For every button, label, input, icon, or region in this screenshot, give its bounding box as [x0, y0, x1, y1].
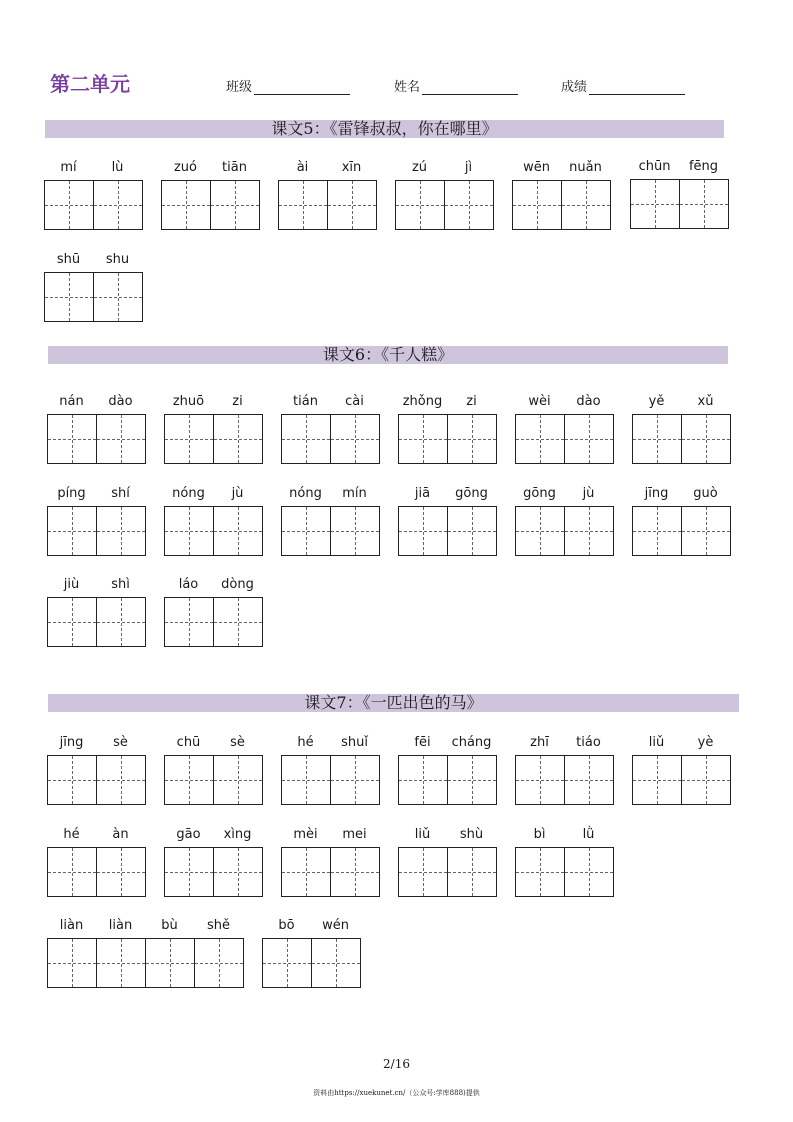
writing-cell[interactable]: [145, 939, 194, 987]
pinyin-row: [47, 916, 244, 936]
pinyin-row: [47, 733, 146, 753]
writing-cell[interactable]: [96, 507, 145, 555]
pinyin-row: [630, 157, 729, 177]
writing-cell[interactable]: [681, 507, 730, 555]
tianzige-grid: [515, 414, 614, 464]
writing-cell[interactable]: [210, 181, 259, 229]
footer-credit: 资料由https://xuekunet.cn/（公众号:学库888)提供: [313, 1089, 480, 1097]
word-item: [164, 733, 263, 805]
pinyin-syllable: nóng: [289, 486, 322, 501]
writing-cell[interactable]: [282, 756, 330, 804]
pinyin-row: [164, 392, 263, 412]
word-item: [164, 484, 263, 556]
writing-cell[interactable]: [681, 415, 730, 463]
writing-cell[interactable]: [564, 507, 613, 555]
pinyin-syllable: àn: [112, 827, 129, 842]
pinyin-syllable: chūn: [638, 159, 671, 174]
tianzige-grid: [398, 506, 497, 556]
word-item: [47, 484, 146, 556]
pinyin-syllable: shu: [105, 252, 130, 267]
pinyin-row: [398, 733, 497, 753]
pinyin-syllable: xīn: [341, 160, 362, 175]
pinyin-row: [47, 392, 146, 412]
writing-cell[interactable]: [633, 507, 681, 555]
word-item: [47, 825, 146, 897]
pinyin-row: [164, 575, 263, 595]
writing-cell[interactable]: [96, 848, 145, 896]
pinyin-syllable: shuǐ: [341, 735, 368, 750]
word-item: [262, 916, 361, 988]
word-item: [398, 825, 497, 897]
pinyin-syllable: jiù: [63, 577, 80, 592]
pinyin-syllable: yè: [697, 735, 714, 750]
pinyin-row: [632, 484, 731, 504]
writing-cell[interactable]: [633, 756, 681, 804]
writing-cell[interactable]: [165, 507, 213, 555]
pinyin-syllable: cháng: [451, 735, 492, 750]
pinyin-row: [281, 392, 380, 412]
pinyin-syllable: nóng: [172, 486, 205, 501]
writing-cell[interactable]: [48, 848, 96, 896]
word-item: [281, 825, 380, 897]
word-item: [398, 733, 497, 805]
writing-cell[interactable]: [330, 848, 379, 896]
pinyin-row: [632, 733, 731, 753]
pinyin-syllable: wēn: [523, 160, 550, 175]
pinyin-syllable: dòng: [221, 577, 254, 592]
pinyin-syllable: shū: [56, 252, 81, 267]
word-item: [398, 392, 497, 464]
lesson-6-title: 课文6：《千人糕》: [48, 346, 728, 364]
writing-cell[interactable]: [564, 415, 613, 463]
word-item: [281, 392, 380, 464]
pinyin-row: [47, 484, 146, 504]
pinyin-syllable: liǔ: [648, 735, 665, 750]
tianzige-grid: [47, 755, 146, 805]
tianzige-grid: [512, 180, 611, 230]
score-label: 成绩: [561, 80, 588, 95]
word-item: [47, 575, 146, 647]
tianzige-grid: [278, 180, 377, 230]
writing-cell[interactable]: [48, 415, 96, 463]
pinyin-syllable: dào: [576, 394, 601, 409]
writing-cell[interactable]: [263, 939, 311, 987]
pinyin-syllable: zi: [466, 394, 477, 409]
writing-cell[interactable]: [213, 598, 262, 646]
writing-cell[interactable]: [516, 756, 564, 804]
tianzige-grid: [164, 847, 263, 897]
pinyin-row: [515, 733, 614, 753]
writing-cell[interactable]: [93, 181, 142, 229]
pinyin-syllable: xǔ: [697, 394, 714, 409]
writing-cell[interactable]: [282, 415, 330, 463]
pinyin-syllable: fēng: [688, 159, 719, 174]
writing-cell[interactable]: [45, 273, 93, 321]
writing-cell[interactable]: [96, 756, 145, 804]
tianzige-grid: [44, 180, 143, 230]
tianzige-grid: [161, 180, 260, 230]
word-item: [632, 733, 731, 805]
pinyin-syllable: hé: [297, 735, 314, 750]
writing-cell[interactable]: [633, 415, 681, 463]
pinyin-syllable: láo: [178, 577, 199, 592]
pinyin-syllable: bì: [533, 827, 546, 842]
writing-cell[interactable]: [396, 181, 444, 229]
pinyin-syllable: bù: [161, 918, 178, 933]
pinyin-row: [281, 484, 380, 504]
pinyin-syllable: liǔ: [414, 827, 431, 842]
writing-cell[interactable]: [213, 507, 262, 555]
word-item: [164, 575, 263, 647]
pinyin-syllable: zuó: [173, 160, 198, 175]
writing-cell[interactable]: [194, 939, 243, 987]
word-item: [632, 392, 731, 464]
word-item: [512, 158, 611, 230]
writing-cell[interactable]: [513, 181, 561, 229]
writing-cell[interactable]: [93, 273, 142, 321]
pinyin-row: [281, 733, 380, 753]
writing-cell[interactable]: [96, 598, 145, 646]
pinyin-syllable: hé: [63, 827, 80, 842]
pinyin-syllable: liàn: [59, 918, 84, 933]
pinyin-syllable: xìng: [223, 827, 252, 842]
tianzige-grid: [44, 272, 143, 322]
pinyin-row: [512, 158, 611, 178]
writing-cell[interactable]: [516, 507, 564, 555]
tianzige-grid: [398, 755, 497, 805]
tianzige-grid: [164, 597, 263, 647]
writing-cell[interactable]: [447, 507, 496, 555]
tianzige-grid: [164, 755, 263, 805]
writing-cell[interactable]: [516, 415, 564, 463]
pinyin-syllable: mèi: [293, 827, 318, 842]
lesson-5-title: 课文5：《雷锋叔叔，你在哪里》: [45, 120, 724, 138]
pinyin-syllable: mín: [342, 486, 367, 501]
pinyin-syllable: zi: [232, 394, 243, 409]
writing-cell[interactable]: [45, 181, 93, 229]
writing-cell[interactable]: [279, 181, 327, 229]
pinyin-row: [281, 825, 380, 845]
writing-cell[interactable]: [447, 756, 496, 804]
word-item: [161, 158, 260, 230]
writing-cell[interactable]: [561, 181, 610, 229]
writing-cell[interactable]: [282, 507, 330, 555]
pinyin-syllable: shù: [459, 827, 484, 842]
writing-cell[interactable]: [48, 598, 96, 646]
word-item: [47, 733, 146, 805]
pinyin-row: [164, 825, 263, 845]
writing-cell[interactable]: [165, 415, 213, 463]
word-item: [515, 733, 614, 805]
word-item: [515, 825, 614, 897]
pinyin-row: [278, 158, 377, 178]
writing-cell[interactable]: [213, 756, 262, 804]
name-field: [394, 76, 518, 95]
pinyin-syllable: guò: [693, 486, 718, 501]
writing-cell[interactable]: [330, 507, 379, 555]
pinyin-syllable: mei: [342, 827, 367, 842]
pinyin-row: [632, 392, 731, 412]
writing-cell[interactable]: [681, 756, 730, 804]
pinyin-syllable: liàn: [108, 918, 133, 933]
pinyin-row: [395, 158, 494, 178]
tianzige-grid: [515, 755, 614, 805]
writing-cell[interactable]: [327, 181, 376, 229]
pinyin-syllable: chū: [176, 735, 201, 750]
pinyin-syllable: jiā: [414, 486, 431, 501]
tianzige-grid: [398, 414, 497, 464]
pinyin-syllable: shě: [206, 918, 230, 933]
pinyin-syllable: zhī: [530, 735, 549, 750]
writing-cell[interactable]: [631, 180, 679, 228]
pinyin-row: [164, 733, 263, 753]
pinyin-syllable: píng: [57, 486, 86, 501]
pinyin-row: [515, 484, 614, 504]
name-blank[interactable]: [422, 80, 518, 95]
tianzige-grid: [281, 414, 380, 464]
class-blank[interactable]: [254, 80, 350, 95]
name-label: 姓名: [394, 80, 421, 95]
pinyin-row: [47, 575, 146, 595]
pinyin-syllable: nuǎn: [569, 160, 602, 175]
word-item: [395, 158, 494, 230]
word-item: [515, 392, 614, 464]
word-item: [47, 916, 244, 988]
pinyin-row: [398, 484, 497, 504]
writing-cell[interactable]: [48, 507, 96, 555]
writing-cell[interactable]: [447, 415, 496, 463]
pinyin-syllable: jù: [231, 486, 244, 501]
writing-cell[interactable]: [311, 939, 360, 987]
pinyin-syllable: gāo: [176, 827, 201, 842]
score-field: [561, 76, 685, 95]
tianzige-grid: [281, 506, 380, 556]
writing-cell[interactable]: [444, 181, 493, 229]
pinyin-syllable: fēi: [414, 735, 431, 750]
writing-cell[interactable]: [399, 848, 447, 896]
writing-cell[interactable]: [564, 848, 613, 896]
writing-cell[interactable]: [48, 939, 96, 987]
tianzige-grid: [281, 847, 380, 897]
pinyin-syllable: bō: [278, 918, 295, 933]
pinyin-syllable: gōng: [523, 486, 556, 501]
tianzige-grid: [47, 938, 244, 988]
word-item: [281, 484, 380, 556]
writing-cell[interactable]: [165, 848, 213, 896]
pinyin-row: [44, 158, 143, 178]
pinyin-syllable: zhuō: [172, 394, 205, 409]
word-item: [630, 157, 729, 229]
tianzige-grid: [515, 847, 614, 897]
class-field: [226, 76, 350, 95]
word-item: [164, 392, 263, 464]
writing-cell[interactable]: [48, 756, 96, 804]
tianzige-grid: [262, 938, 361, 988]
writing-cell[interactable]: [162, 181, 210, 229]
pinyin-syllable: cài: [345, 394, 364, 409]
pinyin-row: [398, 392, 497, 412]
score-blank[interactable]: [589, 80, 685, 95]
class-label: 班级: [226, 80, 253, 95]
pinyin-syllable: wén: [322, 918, 349, 933]
writing-cell[interactable]: [213, 848, 262, 896]
word-item: [278, 158, 377, 230]
writing-cell[interactable]: [165, 756, 213, 804]
writing-cell[interactable]: [564, 756, 613, 804]
writing-cell[interactable]: [516, 848, 564, 896]
tianzige-grid: [47, 847, 146, 897]
word-item: [44, 250, 143, 322]
pinyin-syllable: yě: [648, 394, 665, 409]
tianzige-grid: [395, 180, 494, 230]
writing-cell[interactable]: [96, 939, 145, 987]
pinyin-syllable: jīng: [59, 735, 84, 750]
tianzige-grid: [47, 597, 146, 647]
tianzige-grid: [164, 414, 263, 464]
tianzige-grid: [281, 755, 380, 805]
pinyin-syllable: zú: [411, 160, 428, 175]
writing-cell[interactable]: [399, 507, 447, 555]
tianzige-grid: [630, 179, 729, 229]
pinyin-syllable: wèi: [528, 394, 551, 409]
pinyin-row: [44, 250, 143, 270]
pinyin-syllable: lù: [111, 160, 124, 175]
writing-cell[interactable]: [330, 756, 379, 804]
pinyin-syllable: sè: [113, 735, 128, 750]
word-item: [515, 484, 614, 556]
lesson-7-title: 课文7：《一匹出色的马》: [48, 694, 739, 712]
pinyin-row: [398, 825, 497, 845]
page-number: 2/16: [383, 1057, 410, 1071]
writing-cell[interactable]: [399, 415, 447, 463]
word-item: [398, 484, 497, 556]
tianzige-grid: [515, 506, 614, 556]
writing-cell[interactable]: [330, 415, 379, 463]
pinyin-syllable: tiáo: [576, 735, 601, 750]
pinyin-syllable: zhǒng: [402, 394, 443, 409]
pinyin-syllable: jù: [582, 486, 595, 501]
pinyin-syllable: nán: [59, 394, 84, 409]
tianzige-grid: [632, 506, 731, 556]
pinyin-syllable: tián: [293, 394, 318, 409]
tianzige-grid: [398, 847, 497, 897]
pinyin-syllable: mí: [60, 160, 77, 175]
pinyin-syllable: shí: [111, 486, 130, 501]
pinyin-syllable: lǜ: [582, 827, 595, 842]
pinyin-syllable: jì: [464, 160, 473, 175]
word-item: [281, 733, 380, 805]
writing-cell[interactable]: [399, 756, 447, 804]
writing-cell[interactable]: [165, 598, 213, 646]
pinyin-syllable: tiān: [222, 160, 247, 175]
tianzige-grid: [47, 414, 146, 464]
unit-title: 第二单元: [50, 72, 130, 96]
pinyin-syllable: jīng: [644, 486, 669, 501]
pinyin-row: [515, 825, 614, 845]
writing-cell[interactable]: [679, 180, 728, 228]
tianzige-grid: [632, 414, 731, 464]
writing-cell[interactable]: [96, 415, 145, 463]
pinyin-syllable: dào: [108, 394, 133, 409]
tianzige-grid: [164, 506, 263, 556]
tianzige-grid: [632, 755, 731, 805]
writing-cell[interactable]: [447, 848, 496, 896]
pinyin-row: [164, 484, 263, 504]
pinyin-syllable: ài: [296, 160, 309, 175]
word-item: [632, 484, 731, 556]
pinyin-syllable: shì: [111, 577, 130, 592]
pinyin-syllable: sè: [230, 735, 245, 750]
pinyin-row: [515, 392, 614, 412]
writing-cell[interactable]: [282, 848, 330, 896]
word-item: [164, 825, 263, 897]
word-item: [47, 392, 146, 464]
pinyin-row: [262, 916, 361, 936]
word-item: [44, 158, 143, 230]
pinyin-row: [161, 158, 260, 178]
pinyin-syllable: gōng: [455, 486, 488, 501]
writing-cell[interactable]: [213, 415, 262, 463]
pinyin-row: [47, 825, 146, 845]
tianzige-grid: [47, 506, 146, 556]
